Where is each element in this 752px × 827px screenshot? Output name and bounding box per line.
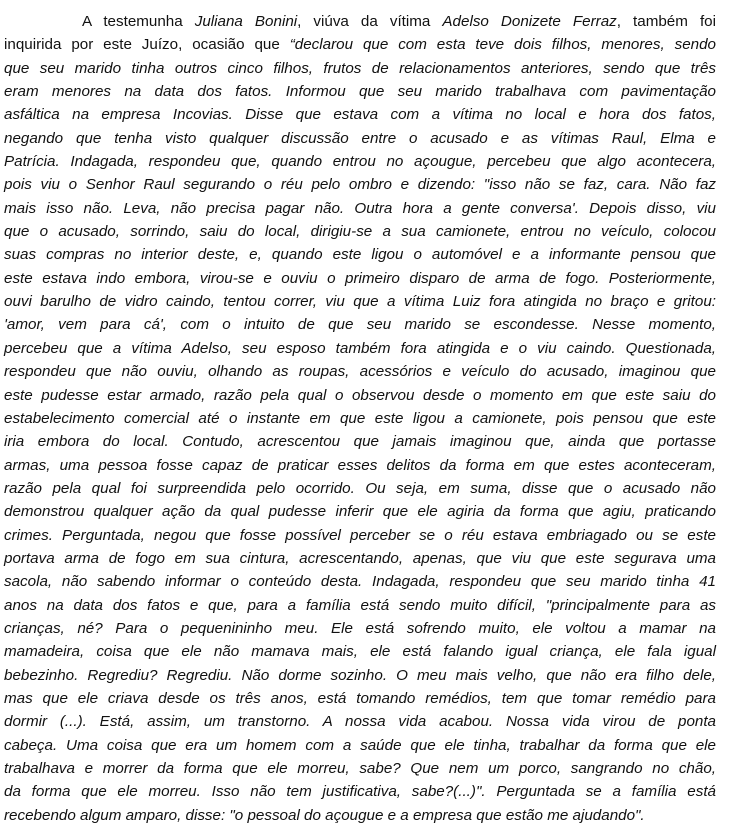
text-line [4,804,716,827]
italic-text-segment: mas que ele criava desde os três anos, está tomando remédios, tem que tomar remédio para [4,689,716,707]
italic-text-segment: mamadeira, coisa que ele não mamava mais, ele está falando igual criança, ele fala igual [4,643,716,661]
text-line [4,33,716,56]
text-segment: , viúva da vítima [297,13,443,30]
italic-text-segment: suas compras no interior deste, e, quando este ligou o automóvel e a informante pensou que [4,246,716,264]
text-line [4,384,716,407]
italic-text-segment: crimes. Perguntada, negou que fosse possível perceber se o réu estava embriagado ou se este [4,526,716,544]
text-segment: inquirida por este Juízo, ocasião que [4,36,290,54]
italic-text-segment: estabelecimento comercial até o instante em que este ligou a camionete, pois pensou que este [4,409,716,427]
italic-text-segment: este pudesse estar armado, razão pela qual o observou desde o momento em que este saiu do [4,386,716,404]
text-line [4,103,716,126]
text-line [4,430,716,453]
italic-text-segment: 'amor, vem para cá', com o intuito de que seu marido se escondesse. Nesse momento, [4,316,716,334]
text-line [4,780,716,803]
text-line [4,710,716,733]
text-line [4,547,716,570]
text-line [4,220,716,243]
italic-text-segment: portava arma de fogo em sua cintura, acrescentando, apenas, que viu que este segurava uma [4,549,716,567]
text-line [4,734,716,757]
italic-text-segment: negando que tenha visto qualquer discussão entre o acusado e as vítimas Raul, Elma e [4,129,716,147]
text-line [4,477,716,500]
text-segment: A testemunha [82,13,195,30]
text-line [4,640,716,663]
italic-text-segment: dormir (...). Está, assim, um transtorno. A nossa vida acabou. Nossa vida virou de ponta [4,713,716,731]
text-line [4,570,716,593]
italic-text-segment: pois viu o Senhor Raul segurando o réu pelo ombro e dizendo: "isso não se faz, cara. Não faz [4,176,716,194]
italic-text-segment: Patrícia. Indagada, respondeu que, quando entrou no açougue, percebeu que algo acontecera, [4,153,716,171]
italic-text-segment: Juliana Bonini [194,13,298,30]
italic-text-segment: respondeu que não ouviu, olhando as roupas, acessórios e veículo do acusado, imaginou que [4,363,716,381]
italic-text-segment: eram menores na data dos fatos. Informou que seu marido trabalhava com pavimentação [4,83,716,101]
italic-text-segment: iria embora do local. Contudo, acrescentou que jamais imaginou que, ainda que portasse [4,433,716,451]
text-line [4,524,716,547]
italic-text-segment: sacola, não sabendo informar o conteúdo desta. Indagada, respondeu que seu marido tinha 41 [4,573,716,591]
text-segment: , também foi [616,13,716,30]
text-line [4,267,716,290]
text-line [4,197,716,220]
text-line [4,360,716,383]
italic-text-segment: este estava indo embora, virou-se e ouviu o primeiro disparo de arma de fogo. Posteriormente, [4,269,716,287]
italic-text-segment: que seu marido tinha outros cinco filhos, frutos de relacionamentos anteriores, sendo que três [4,59,716,77]
italic-text-segment: da forma que ele morreu. Isso não tem justificativa, sabe?(...)". Perguntada se a família está [4,783,716,801]
italic-text-segment: “declarou que com esta teve dois filhos, menores, sendo [289,36,716,54]
italic-text-segment: Adelso Donizete Ferraz [442,13,617,30]
italic-text-segment: recebendo algum amparo, disse: "o pessoal do açougue e a empresa que estão me ajudando". [4,806,645,824]
italic-text-segment: demonstrou qualquer ação da qual pudesse inferir que ele agiria da forma que agiu, praticando [4,503,716,521]
text-line [4,454,716,477]
text-line [4,617,716,640]
text-line [4,664,716,687]
text-line [4,10,716,33]
italic-text-segment: bebezinho. Regrediu? Regrediu. Não dorme sozinho. O meu mais velho, que não era filho dele, [4,666,716,684]
text-line [4,173,716,196]
text-line [4,57,716,80]
italic-text-segment: que o acusado, sorrindo, saiu do local, dirigiu-se a sua camionete, entrou no veículo, colocou [4,223,716,241]
italic-text-segment: asfáltica na empresa Incovias. Disse que estava com a vítima no local e hora dos fatos, [4,106,716,124]
italic-text-segment: crianças, né? Para o pequenininho meu. Ele está sofrendo muito, ele voltou a mamar na [4,619,716,637]
text-line [4,687,716,710]
text-line [4,127,716,150]
italic-text-segment: percebeu que a vítima Adelso, seu esposo também fora atingida e o viu caindo. Questionada, [4,339,716,357]
text-line [4,243,716,266]
italic-text-segment: trabalhava e morrer da forma que ele morreu, sabe? Que nem um porco, sangrando no chão, [4,760,716,777]
document-page [4,10,716,827]
italic-text-segment: armas, uma pessoa fosse capaz de praticar esses delitos da forma em que estes aconteceram, [4,456,716,474]
italic-text-segment: ouvi barulho de vidro caindo, tentou correr, viu que a vítima Luiz fora atingida no braço e gritou: [4,293,716,311]
text-line [4,313,716,336]
text-line [4,407,716,430]
testimony-paragraph [4,10,716,827]
text-line [4,337,716,360]
text-line [4,290,716,313]
italic-text-segment: anos na data dos fatos e que, para a família está sendo muito difícil, "principalmente para as [4,596,716,614]
text-line [4,150,716,173]
italic-text-segment: razão pela qual foi surpreendida pelo ocorrido. Ou seja, em suma, disse que o acusado não [4,479,716,497]
text-line [4,500,716,523]
text-line [4,80,716,103]
text-line [4,594,716,617]
italic-text-segment: cabeça. Uma coisa que era um homem com a saúde que ele tinha, trabalhar da forma que ele [4,736,716,754]
italic-text-segment: mais isso não. Leva, não precisa pagar não. Outra hora a gente conversa'. Depois disso, viu [4,199,716,217]
text-line [4,757,716,780]
